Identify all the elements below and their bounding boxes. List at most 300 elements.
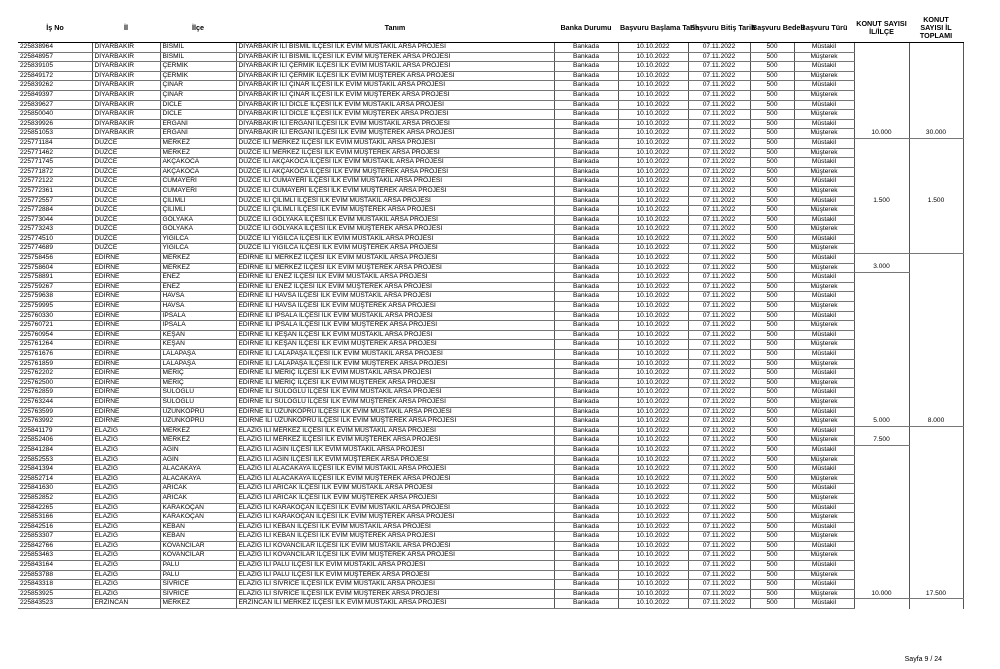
is-no-cell: 225762202 xyxy=(18,369,92,379)
baslama-tarih-cell: 10.10.2022 xyxy=(618,138,688,148)
konut-ilce-cell xyxy=(854,158,909,168)
basvuru-turu-cell: Müstakil xyxy=(794,177,854,187)
table-row xyxy=(18,397,963,407)
banka-durumu-cell: Bankada xyxy=(554,570,618,580)
basvuru-bedeli-cell: 500 xyxy=(750,397,794,407)
ilce-cell: KEBAN xyxy=(160,522,236,532)
banka-durumu-cell: Bankada xyxy=(554,225,618,235)
basvuru-turu-cell: Müstakil xyxy=(794,503,854,513)
bitis-tarih-cell: 07.11.2022 xyxy=(688,43,750,53)
is-no-cell: 225839262 xyxy=(18,81,92,91)
table-row xyxy=(18,551,963,561)
basvuru-bedeli-cell: 500 xyxy=(750,407,794,417)
header-il: İl xyxy=(92,14,160,43)
tanim-cell: EDİRNE İLİ ENEZ İLÇESİ İLK EVİM MÜSTAKİL ARSA PROJESİ xyxy=(236,273,554,283)
konut-il-toplami-cell xyxy=(909,234,963,244)
basvuru-turu-cell: Müstakil xyxy=(794,215,854,225)
table-row xyxy=(18,359,963,369)
ilce-cell: KEŞAN xyxy=(160,340,236,350)
baslama-tarih-cell: 10.10.2022 xyxy=(618,513,688,523)
konut-il-toplami-cell xyxy=(909,359,963,369)
table-row xyxy=(18,311,963,321)
is-no-cell: 225850040 xyxy=(18,110,92,120)
tanim-cell: ELAZIĞ İLİ AĞIN İLÇESİ İLK EVİM MÜSTAKİL ARSA PROJESİ xyxy=(236,445,554,455)
is-no-cell: 225759638 xyxy=(18,292,92,302)
baslama-tarih-cell: 10.10.2022 xyxy=(618,561,688,571)
baslama-tarih-cell: 10.10.2022 xyxy=(618,71,688,81)
banka-durumu-cell: Bankada xyxy=(554,90,618,100)
tanim-cell: ELAZIĞ İLİ KARAKOÇAN İLÇESİ İLK EVİM MÜSTAKİL ARSA PROJESİ xyxy=(236,503,554,513)
il-cell: ELAZIĞ xyxy=(92,561,160,571)
ilce-cell: ENEZ xyxy=(160,282,236,292)
konut-ilce-cell xyxy=(854,206,909,216)
bitis-tarih-cell: 07.11.2022 xyxy=(688,570,750,580)
baslama-tarih-cell: 10.10.2022 xyxy=(618,445,688,455)
banka-durumu-cell: Bankada xyxy=(554,206,618,216)
tanim-cell: DÜZCE İLİ MERKEZ İLÇESİ İLK EVİM MÜŞTEREK ARSA PROJESİ xyxy=(236,148,554,158)
tanim-cell: ELAZIĞ İLİ ARICAK İLÇESİ İLK EVİM MÜSTAKİL ARSA PROJESİ xyxy=(236,484,554,494)
table-row xyxy=(18,378,963,388)
tanim-cell: ELAZIĞ İLİ KEBAN İLÇESİ İLK EVİM MÜŞTEREK ARSA PROJESİ xyxy=(236,532,554,542)
basvuru-bedeli-cell: 500 xyxy=(750,599,794,609)
tanim-cell: DÜZCE İLİ GÖLYAKA İLÇESİ İLK EVİM MÜŞTEREK ARSA PROJESİ xyxy=(236,225,554,235)
banka-durumu-cell: Bankada xyxy=(554,503,618,513)
bitis-tarih-cell: 07.11.2022 xyxy=(688,474,750,484)
is-no-cell: 225758604 xyxy=(18,263,92,273)
konut-il-toplami-cell xyxy=(909,570,963,580)
banka-durumu-cell: Bankada xyxy=(554,282,618,292)
banka-durumu-cell: Bankada xyxy=(554,119,618,129)
banka-durumu-cell: Bankada xyxy=(554,493,618,503)
konut-il-toplami-cell xyxy=(909,522,963,532)
is-no-cell: 225760721 xyxy=(18,321,92,331)
il-cell: DİYARBAKIR xyxy=(92,129,160,139)
konut-il-toplami-cell xyxy=(909,148,963,158)
banka-durumu-cell: Bankada xyxy=(554,138,618,148)
bitis-tarih-cell: 07.11.2022 xyxy=(688,206,750,216)
il-cell: ELAZIĞ xyxy=(92,589,160,599)
basvuru-turu-cell: Müşterek xyxy=(794,417,854,427)
basvuru-turu-cell: Müşterek xyxy=(794,397,854,407)
bitis-tarih-cell: 07.11.2022 xyxy=(688,369,750,379)
bitis-tarih-cell: 07.11.2022 xyxy=(688,110,750,120)
basvuru-turu-cell: Müstakil xyxy=(794,465,854,475)
table-row xyxy=(18,561,963,571)
basvuru-bedeli-cell: 500 xyxy=(750,484,794,494)
bitis-tarih-cell: 07.11.2022 xyxy=(688,71,750,81)
is-no-cell: 225839105 xyxy=(18,62,92,72)
is-no-cell: 225853166 xyxy=(18,513,92,523)
konut-il-toplami-cell xyxy=(909,52,963,62)
banka-durumu-cell: Bankada xyxy=(554,541,618,551)
basvuru-turu-cell: Müşterek xyxy=(794,225,854,235)
il-cell: DÜZCE xyxy=(92,167,160,177)
banka-durumu-cell: Bankada xyxy=(554,417,618,427)
basvuru-turu-cell: Müşterek xyxy=(794,186,854,196)
basvuru-turu-cell: Müstakil xyxy=(794,62,854,72)
basvuru-turu-cell: Müşterek xyxy=(794,493,854,503)
il-cell: EDİRNE xyxy=(92,311,160,321)
tanim-cell: DÜZCE İLİ YIĞILCA İLÇESİ İLK EVİM MÜSTAKİL ARSA PROJESİ xyxy=(236,234,554,244)
basvuru-turu-cell: Müşterek xyxy=(794,570,854,580)
il-cell: ELAZIĞ xyxy=(92,484,160,494)
basvuru-bedeli-cell: 500 xyxy=(750,158,794,168)
is-no-cell: 225772557 xyxy=(18,196,92,206)
basvuru-bedeli-cell: 500 xyxy=(750,522,794,532)
banka-durumu-cell: Bankada xyxy=(554,551,618,561)
is-no-cell: 225849397 xyxy=(18,90,92,100)
baslama-tarih-cell: 10.10.2022 xyxy=(618,455,688,465)
konut-il-toplami-cell xyxy=(909,474,963,484)
tanim-cell: EDİRNE İLİ ENEZ İLÇESİ İLK EVİM MÜŞTEREK ARSA PROJESİ xyxy=(236,282,554,292)
banka-durumu-cell: Bankada xyxy=(554,129,618,139)
baslama-tarih-cell: 10.10.2022 xyxy=(618,484,688,494)
ilce-cell: CUMAYERİ xyxy=(160,186,236,196)
basvuru-bedeli-cell: 500 xyxy=(750,570,794,580)
konut-il-toplami-cell xyxy=(909,513,963,523)
konut-il-toplami-cell xyxy=(909,292,963,302)
baslama-tarih-cell: 10.10.2022 xyxy=(618,177,688,187)
is-no-cell: 225773243 xyxy=(18,225,92,235)
is-no-cell: 225771745 xyxy=(18,158,92,168)
baslama-tarih-cell: 10.10.2022 xyxy=(618,100,688,110)
basvuru-bedeli-cell: 500 xyxy=(750,426,794,436)
il-cell: DÜZCE xyxy=(92,186,160,196)
baslama-tarih-cell: 10.10.2022 xyxy=(618,215,688,225)
bitis-tarih-cell: 07.11.2022 xyxy=(688,244,750,254)
basvuru-turu-cell: Müşterek xyxy=(794,244,854,254)
basvuru-bedeli-cell: 500 xyxy=(750,52,794,62)
konut-ilce-cell xyxy=(854,350,909,360)
ilce-cell: ALACAKAYA xyxy=(160,465,236,475)
il-cell: DİYARBAKIR xyxy=(92,62,160,72)
is-no-cell: 225772884 xyxy=(18,206,92,216)
il-cell: DÜZCE xyxy=(92,177,160,187)
ilce-cell: ÇİLİMLİ xyxy=(160,196,236,206)
konut-il-toplami-cell xyxy=(909,561,963,571)
konut-ilce-cell xyxy=(854,90,909,100)
table-row xyxy=(18,138,963,148)
is-no-cell: 225763244 xyxy=(18,397,92,407)
konut-il-toplami-cell xyxy=(909,541,963,551)
basvuru-turu-cell: Müstakil xyxy=(794,541,854,551)
konut-ilce-cell xyxy=(854,493,909,503)
il-cell: DİYARBAKIR xyxy=(92,119,160,129)
basvuru-turu-cell: Müstakil xyxy=(794,100,854,110)
tanim-cell: ELAZIĞ İLİ PALU İLÇESİ İLK EVİM MÜŞTEREK ARSA PROJESİ xyxy=(236,570,554,580)
konut-il-toplami-cell xyxy=(909,206,963,216)
konut-il-toplami-cell xyxy=(909,426,963,436)
il-cell: EDİRNE xyxy=(92,350,160,360)
tanim-cell: ERZİNCAN İLİ MERKEZ İLÇESİ İLK EVİM MÜSTAKİL ARSA PROJESİ xyxy=(236,599,554,609)
baslama-tarih-cell: 10.10.2022 xyxy=(618,465,688,475)
bitis-tarih-cell: 07.11.2022 xyxy=(688,321,750,331)
baslama-tarih-cell: 10.10.2022 xyxy=(618,321,688,331)
baslama-tarih-cell: 10.10.2022 xyxy=(618,426,688,436)
konut-ilce-cell xyxy=(854,311,909,321)
baslama-tarih-cell: 10.10.2022 xyxy=(618,378,688,388)
ilce-cell: MERKEZ xyxy=(160,138,236,148)
ilce-cell: AĞIN xyxy=(160,455,236,465)
baslama-tarih-cell: 10.10.2022 xyxy=(618,350,688,360)
basvuru-turu-cell: Müstakil xyxy=(794,561,854,571)
banka-durumu-cell: Bankada xyxy=(554,330,618,340)
konut-il-toplami-cell xyxy=(909,465,963,475)
bitis-tarih-cell: 07.11.2022 xyxy=(688,541,750,551)
bitis-tarih-cell: 07.11.2022 xyxy=(688,302,750,312)
il-cell: EDİRNE xyxy=(92,292,160,302)
is-no-cell: 225758456 xyxy=(18,254,92,264)
baslama-tarih-cell: 10.10.2022 xyxy=(618,119,688,129)
konut-ilce-cell xyxy=(854,474,909,484)
table-row xyxy=(18,330,963,340)
baslama-tarih-cell: 10.10.2022 xyxy=(618,225,688,235)
banka-durumu-cell: Bankada xyxy=(554,244,618,254)
banka-durumu-cell: Bankada xyxy=(554,426,618,436)
tanim-cell: DİYARBAKIR İLİ ÇINAR İLÇESİ İLK EVİM MÜŞTEREK ARSA PROJESİ xyxy=(236,90,554,100)
konut-il-toplami-cell xyxy=(909,62,963,72)
konut-il-toplami-cell xyxy=(909,302,963,312)
il-cell: EDİRNE xyxy=(92,397,160,407)
ilce-cell: AĞIN xyxy=(160,445,236,455)
basvuru-turu-cell: Müstakil xyxy=(794,445,854,455)
banka-durumu-cell: Bankada xyxy=(554,445,618,455)
bitis-tarih-cell: 07.11.2022 xyxy=(688,263,750,273)
konut-ilce-cell xyxy=(854,445,909,455)
ilce-cell: SÜLOĞLU xyxy=(160,397,236,407)
baslama-tarih-cell: 10.10.2022 xyxy=(618,206,688,216)
konut-ilce-cell xyxy=(854,302,909,312)
baslama-tarih-cell: 10.10.2022 xyxy=(618,263,688,273)
banka-durumu-cell: Bankada xyxy=(554,52,618,62)
tanim-cell: DİYARBAKIR İLİ ÇERMİK İLÇESİ İLK EVİM MÜSTAKİL ARSA PROJESİ xyxy=(236,62,554,72)
tanim-cell: ELAZIĞ İLİ ARICAK İLÇESİ İLK EVİM MÜŞTEREK ARSA PROJESİ xyxy=(236,493,554,503)
konut-il-toplami-cell xyxy=(909,311,963,321)
banka-durumu-cell: Bankada xyxy=(554,110,618,120)
is-no-cell: 225771184 xyxy=(18,138,92,148)
il-cell: ELAZIĞ xyxy=(92,570,160,580)
bitis-tarih-cell: 07.11.2022 xyxy=(688,513,750,523)
basvuru-turu-cell: Müstakil xyxy=(794,43,854,53)
ilce-cell: DİCLE xyxy=(160,110,236,120)
il-cell: DİYARBAKIR xyxy=(92,43,160,53)
ilce-cell: ÇERMİK xyxy=(160,62,236,72)
banka-durumu-cell: Bankada xyxy=(554,81,618,91)
il-cell: EDİRNE xyxy=(92,407,160,417)
bitis-tarih-cell: 07.11.2022 xyxy=(688,445,750,455)
konut-ilce-cell xyxy=(854,167,909,177)
baslama-tarih-cell: 10.10.2022 xyxy=(618,522,688,532)
basvuru-bedeli-cell: 500 xyxy=(750,62,794,72)
baslama-tarih-cell: 10.10.2022 xyxy=(618,503,688,513)
basvuru-turu-cell: Müşterek xyxy=(794,513,854,523)
ilce-cell: DİCLE xyxy=(160,100,236,110)
il-cell: ELAZIĞ xyxy=(92,580,160,590)
table-row xyxy=(18,321,963,331)
basvuru-bedeli-cell: 500 xyxy=(750,551,794,561)
baslama-tarih-cell: 10.10.2022 xyxy=(618,599,688,609)
table-row xyxy=(18,484,963,494)
bitis-tarih-cell: 07.11.2022 xyxy=(688,177,750,187)
bitis-tarih-cell: 07.11.2022 xyxy=(688,148,750,158)
is-no-cell: 225762859 xyxy=(18,388,92,398)
table-row xyxy=(18,436,963,446)
basvuru-turu-cell: Müşterek xyxy=(794,206,854,216)
baslama-tarih-cell: 10.10.2022 xyxy=(618,474,688,484)
table-row xyxy=(18,119,963,129)
baslama-tarih-cell: 10.10.2022 xyxy=(618,551,688,561)
konut-il-toplami-cell: 30.000 xyxy=(909,129,963,139)
table-row xyxy=(18,445,963,455)
ilce-cell: MERKEZ xyxy=(160,599,236,609)
bitis-tarih-cell: 07.11.2022 xyxy=(688,254,750,264)
ilce-cell: ALACAKAYA xyxy=(160,474,236,484)
banka-durumu-cell: Bankada xyxy=(554,167,618,177)
table-row xyxy=(18,196,963,206)
basvuru-turu-cell: Müşterek xyxy=(794,90,854,100)
bitis-tarih-cell: 07.11.2022 xyxy=(688,580,750,590)
basvuru-turu-cell: Müstakil xyxy=(794,138,854,148)
ilce-cell: ÇINAR xyxy=(160,90,236,100)
table-row xyxy=(18,52,963,62)
konut-ilce-cell xyxy=(854,225,909,235)
basvuru-turu-cell: Müstakil xyxy=(794,311,854,321)
ilce-cell: MERİÇ xyxy=(160,378,236,388)
ilce-cell: YIĞILCA xyxy=(160,234,236,244)
basvuru-bedeli-cell: 500 xyxy=(750,148,794,158)
konut-ilce-cell xyxy=(854,580,909,590)
il-cell: DİYARBAKIR xyxy=(92,110,160,120)
tanim-cell: ELAZIĞ İLİ KEBAN İLÇESİ İLK EVİM MÜSTAKİL ARSA PROJESİ xyxy=(236,522,554,532)
baslama-tarih-cell: 10.10.2022 xyxy=(618,244,688,254)
basvuru-bedeli-cell: 500 xyxy=(750,388,794,398)
baslama-tarih-cell: 10.10.2022 xyxy=(618,186,688,196)
is-no-cell: 225771462 xyxy=(18,148,92,158)
is-no-cell: 225849172 xyxy=(18,71,92,81)
baslama-tarih-cell: 10.10.2022 xyxy=(618,532,688,542)
ilce-cell: PALU xyxy=(160,561,236,571)
ilce-cell: KARAKOÇAN xyxy=(160,513,236,523)
basvuru-bedeli-cell: 500 xyxy=(750,129,794,139)
konut-ilce-cell xyxy=(854,282,909,292)
is-no-cell: 225759995 xyxy=(18,302,92,312)
is-no-cell: 225841179 xyxy=(18,426,92,436)
konut-il-toplami-cell xyxy=(909,330,963,340)
bitis-tarih-cell: 07.11.2022 xyxy=(688,359,750,369)
baslama-tarih-cell: 10.10.2022 xyxy=(618,62,688,72)
is-no-cell: 225772361 xyxy=(18,186,92,196)
basvuru-bedeli-cell: 500 xyxy=(750,100,794,110)
tanim-cell: EDİRNE İLİ UZUNKÖPRÜ İLÇESİ İLK EVİM MÜSTAKİL ARSA PROJESİ xyxy=(236,407,554,417)
basvuru-turu-cell: Müşterek xyxy=(794,359,854,369)
bitis-tarih-cell: 07.11.2022 xyxy=(688,426,750,436)
banka-durumu-cell: Bankada xyxy=(554,215,618,225)
ilce-cell: CUMAYERİ xyxy=(160,177,236,187)
il-cell: DÜZCE xyxy=(92,215,160,225)
tanim-cell: EDİRNE İLİ MERKEZ İLÇESİ İLK EVİM MÜŞTEREK ARSA PROJESİ xyxy=(236,263,554,273)
tanim-cell: ELAZIĞ İLİ AĞIN İLÇESİ İLK EVİM MÜŞTEREK ARSA PROJESİ xyxy=(236,455,554,465)
basvuru-turu-cell: Müstakil xyxy=(794,426,854,436)
basvuru-turu-cell: Müşterek xyxy=(794,551,854,561)
table-row xyxy=(18,100,963,110)
banka-durumu-cell: Bankada xyxy=(554,484,618,494)
bitis-tarih-cell: 07.11.2022 xyxy=(688,186,750,196)
banka-durumu-cell: Bankada xyxy=(554,388,618,398)
konut-ilce-cell xyxy=(854,570,909,580)
konut-il-toplami-cell xyxy=(909,580,963,590)
baslama-tarih-cell: 10.10.2022 xyxy=(618,541,688,551)
basvuru-turu-cell: Müşterek xyxy=(794,340,854,350)
ilce-cell: ÇERMİK xyxy=(160,71,236,81)
ilce-cell: MERİÇ xyxy=(160,369,236,379)
konut-ilce-cell xyxy=(854,359,909,369)
header-tanim: Tanım xyxy=(236,14,554,43)
table-row xyxy=(18,234,963,244)
il-cell: DİYARBAKIR xyxy=(92,71,160,81)
banka-durumu-cell: Bankada xyxy=(554,407,618,417)
basvuru-bedeli-cell: 500 xyxy=(750,417,794,427)
il-cell: ELAZIĞ xyxy=(92,493,160,503)
konut-ilce-cell xyxy=(854,397,909,407)
table-row xyxy=(18,148,963,158)
konut-il-toplami-cell xyxy=(909,273,963,283)
basvuru-turu-cell: Müstakil xyxy=(794,484,854,494)
tanim-cell: DÜZCE İLİ AKÇAKOCA İLÇESİ İLK EVİM MÜSTAKİL ARSA PROJESİ xyxy=(236,158,554,168)
konut-ilce-cell xyxy=(854,100,909,110)
basvuru-bedeli-cell: 500 xyxy=(750,455,794,465)
banka-durumu-cell: Bankada xyxy=(554,513,618,523)
is-no-cell: 225841284 xyxy=(18,445,92,455)
basvuru-bedeli-cell: 500 xyxy=(750,215,794,225)
basvuru-turu-cell: Müşterek xyxy=(794,110,854,120)
basvuru-bedeli-cell: 500 xyxy=(750,503,794,513)
basvuru-bedeli-cell: 500 xyxy=(750,321,794,331)
tanim-cell: DİYARBAKIR İLİ ÇERMİK İLÇESİ İLK EVİM MÜŞTEREK ARSA PROJESİ xyxy=(236,71,554,81)
basvuru-turu-cell: Müşterek xyxy=(794,436,854,446)
baslama-tarih-cell: 10.10.2022 xyxy=(618,417,688,427)
table-row xyxy=(18,254,963,264)
bitis-tarih-cell: 07.11.2022 xyxy=(688,503,750,513)
konut-il-toplami-cell xyxy=(909,455,963,465)
ilce-cell: ARICAK xyxy=(160,493,236,503)
ilce-cell: BİSMİL xyxy=(160,52,236,62)
basvuru-bedeli-cell: 500 xyxy=(750,71,794,81)
tanim-cell: EDİRNE İLİ MERKEZ İLÇESİ İLK EVİM MÜSTAKİL ARSA PROJESİ xyxy=(236,254,554,264)
banka-durumu-cell: Bankada xyxy=(554,43,618,53)
konut-ilce-cell xyxy=(854,513,909,523)
table-row xyxy=(18,282,963,292)
konut-il-toplami-cell xyxy=(909,484,963,494)
ilce-cell: HAVSA xyxy=(160,292,236,302)
is-no-cell: 225843523 xyxy=(18,599,92,609)
table-row xyxy=(18,503,963,513)
ilce-cell: ÇİLİMLİ xyxy=(160,206,236,216)
table-row xyxy=(18,570,963,580)
konut-ilce-cell xyxy=(854,292,909,302)
il-cell: ELAZIĞ xyxy=(92,522,160,532)
banka-durumu-cell: Bankada xyxy=(554,561,618,571)
is-no-cell: 225852852 xyxy=(18,493,92,503)
bitis-tarih-cell: 07.11.2022 xyxy=(688,397,750,407)
basvuru-bedeli-cell: 500 xyxy=(750,167,794,177)
basvuru-bedeli-cell: 500 xyxy=(750,90,794,100)
baslama-tarih-cell: 10.10.2022 xyxy=(618,52,688,62)
basvuru-bedeli-cell: 500 xyxy=(750,138,794,148)
is-no-cell: 225842516 xyxy=(18,522,92,532)
konut-il-toplami-cell xyxy=(909,445,963,455)
basvuru-turu-cell: Müstakil xyxy=(794,119,854,129)
basvuru-bedeli-cell: 500 xyxy=(750,81,794,91)
